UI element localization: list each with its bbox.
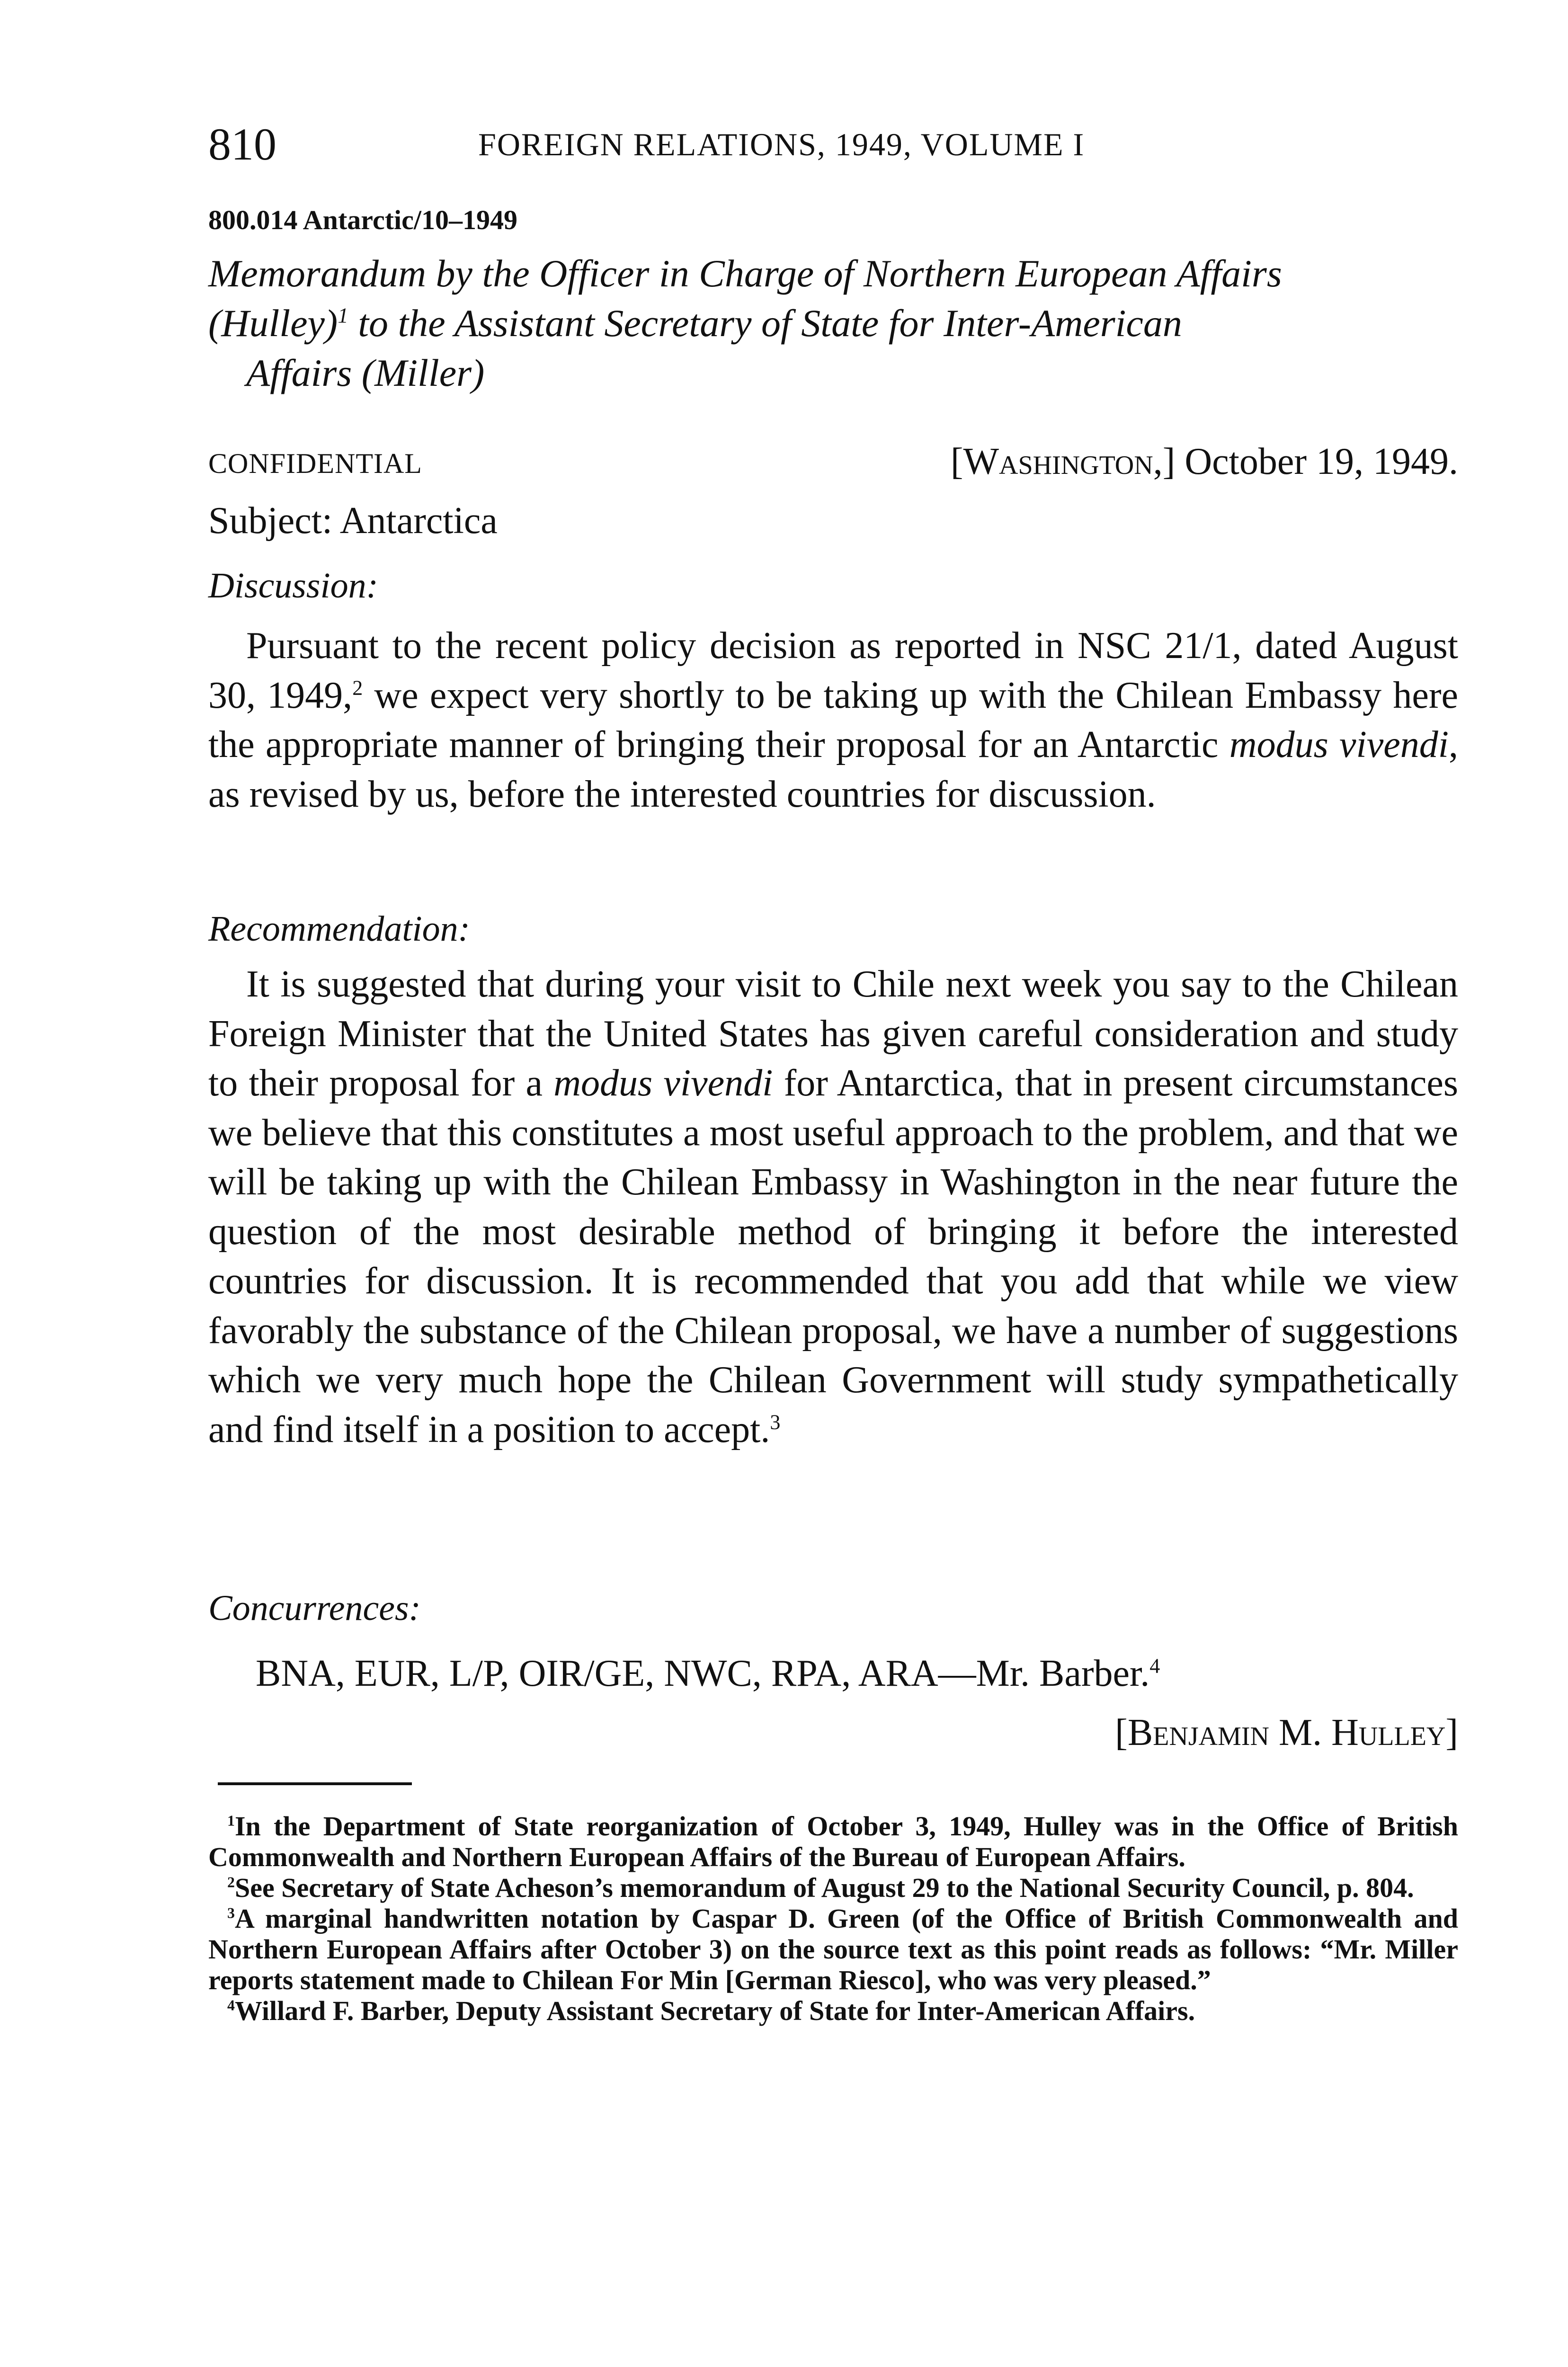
classification-row [208,436,1458,488]
footnote-1 [208,1811,1458,1872]
concurrences-label: Concurrences: [208,1588,421,1628]
footnote-2 [208,1872,1458,1903]
footnote-2-text: See Secretary of State Acheson’s memorandum of August 29 to the National Security Council, p. 804. [234,1872,1414,1903]
classification-label: CONFIDENTIAL [208,448,422,479]
footnote-1-marker: 1 [227,1812,235,1829]
page-number: 810 [208,119,276,169]
footnote-3 [208,1903,1458,1995]
document-title [208,249,1458,398]
title-line-2: to the Assistant Secretary of State for Inter-American [348,302,1182,345]
footnote-4-text: Willard F. Barber, Deputy Assistant Secretary of State for Inter-American Affairs. [234,1995,1195,2026]
signature: [Benjamin M. Hulley] [1115,1712,1458,1753]
footnote-4-marker: 4 [227,1997,235,2014]
concurrences-text: BNA, EUR, L/P, OIR/GE, NWC, RPA, ARA—Mr. Barber. [256,1653,1150,1694]
discussion-label: Discussion: [208,566,378,605]
footnote-ref-1: 1 [338,303,348,328]
subject-line: Subject: Antarctica [208,500,498,542]
running-head: FOREIGN RELATIONS, 1949, VOLUME I [478,126,1085,162]
footnote-2-marker: 2 [227,1874,235,1891]
title-line-3: Affairs (Miller) [246,351,485,394]
concurrences-list [256,1647,1506,1700]
footnote-3-marker: 3 [227,1904,235,1922]
discussion-paragraph [208,621,1458,819]
recommendation-text-2: for Antarctica, that in present circumstances we believe that this constitutes a most useful approach to the problem, and that we will be taking up with the Chilean Embassy in Washington in the near future the question of the most desirable method of bringing it before the interested countries for discussion. It is recommended that you add that while we view favorably the substance of the Chilean proposal, we have a number of suggestions which we very much hope the Chilean Government will study sympathetically and find itself in a position to accept. [208,1062,1458,1450]
date: October 19, 1949. [1185,441,1458,482]
discussion-italic: modus vivendi [1229,724,1449,765]
recommendation-paragraph [208,960,1458,1454]
discussion-text-3: , as revised by us, before the interested countries for discussion. [208,724,1458,815]
discussion-section [208,561,1458,819]
recommendation-section [208,904,1458,1454]
discussion-text-1: Pursuant to the recent policy decision as reported in NSC 21/1, dated August 30, 1949, [208,625,1458,716]
place: [Washington,] [950,441,1176,482]
recommendation-label: Recommendation: [208,909,470,949]
page-header [208,111,1458,178]
footnote-4 [208,1995,1458,2026]
title-line-1: Memorandum by the Officer in Charge of Northern European Affairs [208,252,1282,295]
footnote-divider [218,1782,412,1785]
place-date [951,436,1458,488]
file-reference: 800.014 Antarctic/10–1949 [208,205,517,235]
title-author: (Hulley) [208,302,338,345]
recommendation-italic: modus vivendi [553,1062,773,1104]
footnote-ref-4: 4 [1149,1654,1160,1678]
footnote-ref-2: 2 [352,676,363,699]
recommendation-text-1: It is suggested that during your visit to Chile next week you say to the Chilean Foreign Minister that the United States has given careful consideration and study to their proposal for a [208,963,1458,1104]
footnote-1-text: In the Department of State reorganization of October 3, 1949, Hulley was in the Office of British Commonwealth and Northern European Affairs of the Bureau of European Affairs. [208,1811,1458,1872]
discussion-text-2: we expect very shortly to be taking up with the Chilean Embassy here the appropriate manner of bringing their proposal for an Antarctic [208,674,1458,765]
footnote-ref-3: 3 [770,1410,781,1433]
footnotes [208,1811,1458,2026]
footnote-3-text: A marginal handwritten notation by Caspar D. Green (of the Office of British Commonwealth and Northern European Affairs after October 3) on the source text as this point reads as follows: “Mr. Miller reports statement made to Chilean For Min [German Riesco], who was very pleased.” [208,1903,1458,1995]
